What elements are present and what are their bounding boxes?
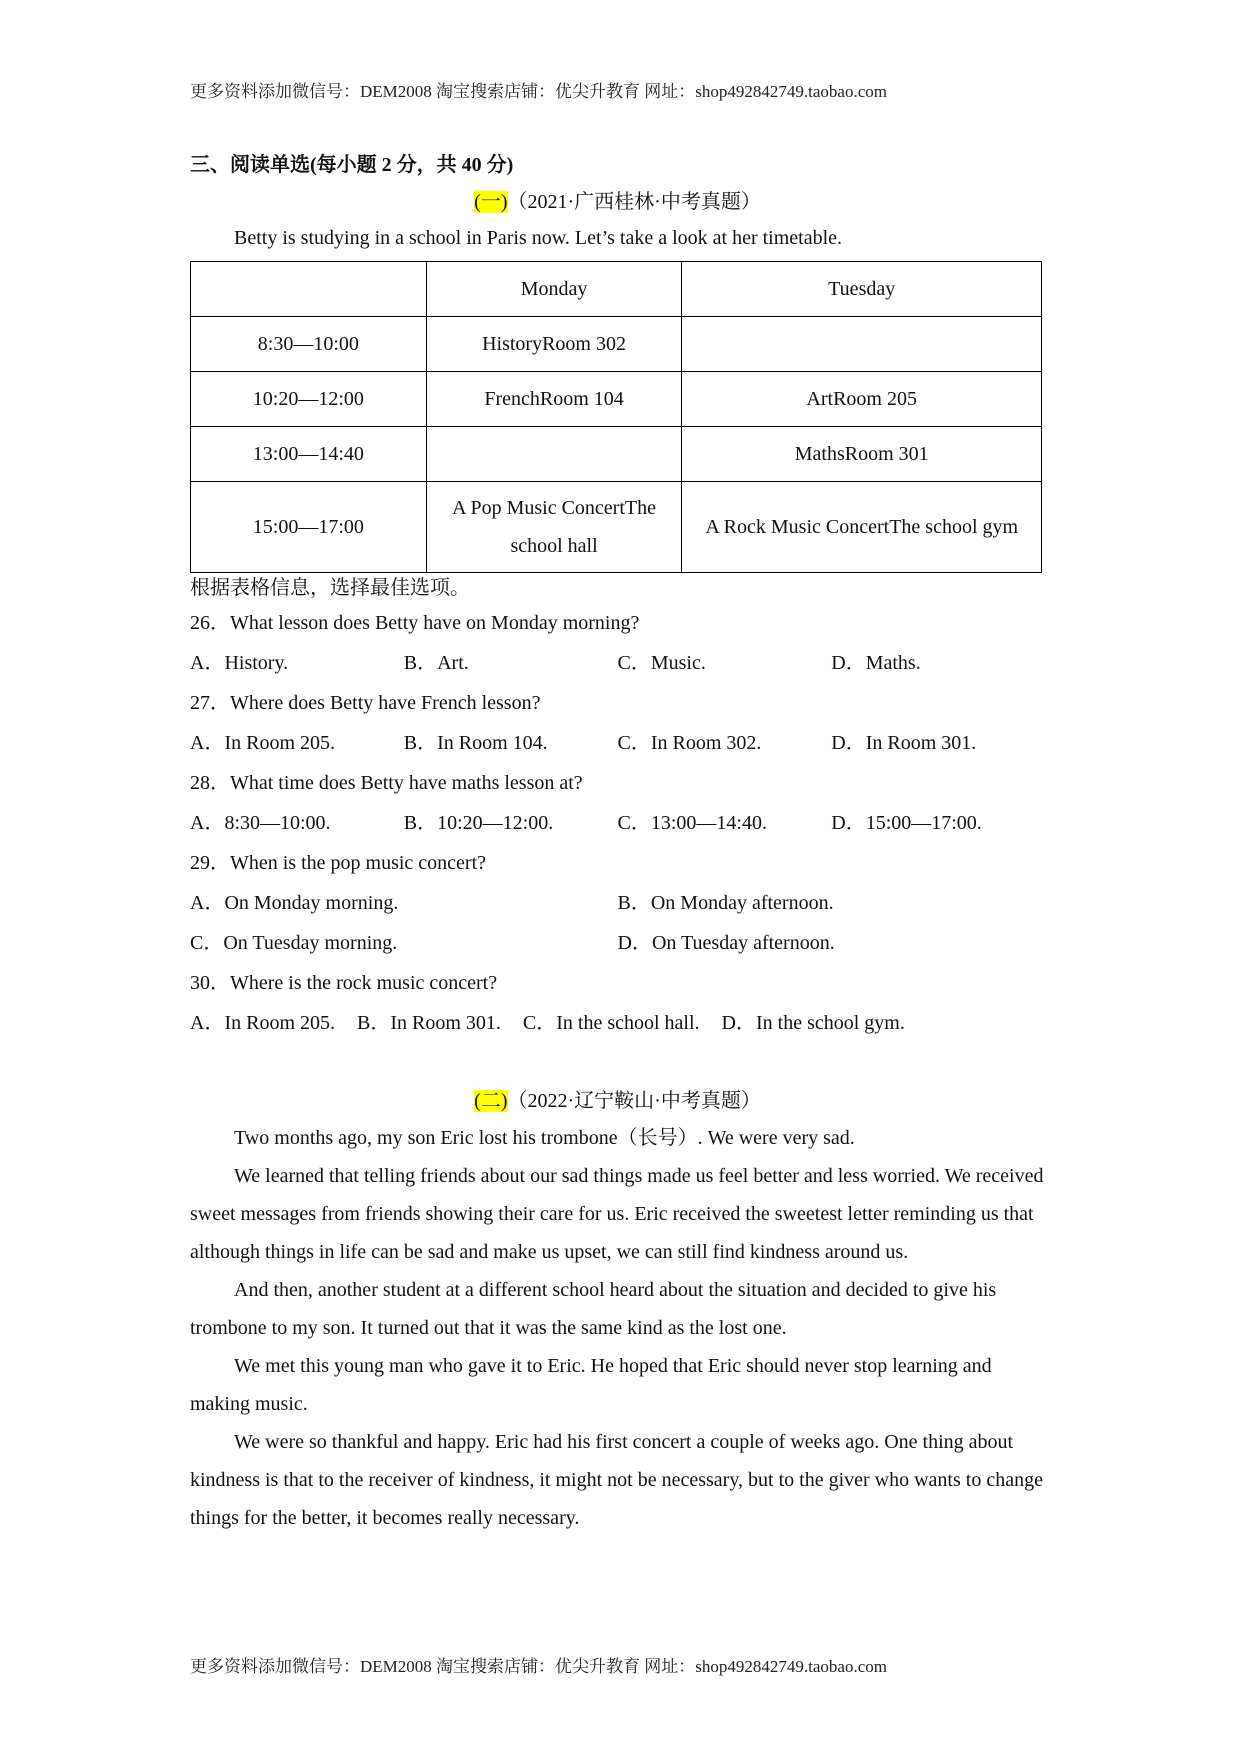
question-28-options (190, 803, 1045, 843)
question-29-options-row1 (190, 883, 1045, 923)
option: C．Music. (617, 652, 706, 674)
timetable-row (191, 482, 1042, 573)
timetable-cell: 8:30—10:00 (191, 317, 427, 372)
option: D．In Room 301. (831, 732, 977, 754)
question-27-options (190, 723, 1045, 763)
timetable-cell: A Pop Music ConcertThe school hall (426, 482, 682, 573)
question-27: 27．Where does Betty have French lesson? (190, 692, 541, 714)
passage1-mark: (一) (474, 191, 508, 213)
timetable-header-cell (191, 262, 427, 317)
passage2-paragraph: Two months ago, my son Eric lost his trombone（长号）. We were very sad. (234, 1127, 855, 1149)
passage2-paragraph: And then, another student at a different school heard about the situation and decided to give his trombone to my son. It turned out that it was the same kind as the lost one. (190, 1279, 997, 1339)
option: B．In Room 301. (357, 1012, 501, 1034)
option: A．8:30—10:00. (190, 812, 331, 834)
question-29-options-row2 (190, 923, 1045, 963)
passage2-paragraph: We learned that telling friends about our sad things made us feel better and less worried. We received sweet messages from friends showing their care for us. Eric received the sweetest letter reminding us that although things in life can be sad and make us upset, we can still find kindness around us. (190, 1165, 1044, 1263)
timetable-cell: A Rock Music ConcertThe school gym (682, 482, 1042, 573)
timetable-cell (426, 427, 682, 482)
option: D．15:00—17:00. (831, 812, 982, 834)
question-29: 29．When is the pop music concert? (190, 852, 487, 874)
timetable-cell: ArtRoom 205 (682, 372, 1042, 427)
timetable-header-row (191, 262, 1042, 317)
timetable-cell: 13:00—14:40 (191, 427, 427, 482)
passage2-paragraph: We were so thankful and happy. Eric had his first concert a couple of weeks ago. One thing about kindness is that to the receiver of kindness, it might not be necessary, but to the giver who wants to change things for the better, it becomes really necessary. (190, 1431, 1043, 1529)
timetable-cell: FrenchRoom 104 (426, 372, 682, 427)
timetable-cell: 15:00—17:00 (191, 482, 427, 573)
page-header: 更多资料添加微信号：DEM2008 淘宝搜索店铺：优尖升教育 网址：shop492842749.taobao.com (190, 82, 887, 101)
option: A．On Monday morning. (190, 892, 399, 914)
option: A．In Room 205. (190, 732, 335, 754)
passage2-mark: (二) (474, 1090, 508, 1112)
option: D．In the school gym. (721, 1012, 905, 1034)
question-30: 30．Where is the rock music concert? (190, 972, 498, 994)
option: C．In Room 302. (617, 732, 762, 754)
option: C．13:00—14:40. (617, 812, 767, 834)
passage2-paragraph: We met this young man who gave it to Eric. He hoped that Eric should never stop learning and making music. (190, 1355, 992, 1415)
main-content (190, 145, 1045, 1537)
option: A．In Room 205. (190, 1012, 335, 1034)
timetable-cell: 10:20—12:00 (191, 372, 427, 427)
passage2-source: （2022·辽宁鞍山·中考真题） (507, 1090, 761, 1112)
timetable-cell: HistoryRoom 302 (426, 317, 682, 372)
option: D．Maths. (831, 652, 921, 674)
timetable-header-cell: Tuesday (682, 262, 1042, 317)
timetable-cell: MathsRoom 301 (682, 427, 1042, 482)
question-26-options (190, 643, 1045, 683)
question-30-options (190, 1003, 1045, 1043)
option: B．Art. (403, 652, 469, 674)
page-footer: 更多资料添加微信号：DEM2008 淘宝搜索店铺：优尖升教育 网址：shop492842749.taobao.com (190, 1657, 887, 1676)
option: C．In the school hall. (522, 1012, 700, 1034)
option: B．On Monday afternoon. (617, 892, 834, 914)
timetable-header-cell: Monday (426, 262, 682, 317)
option: B．In Room 104. (403, 732, 548, 754)
instruction-text: 根据表格信息，选择最佳选项。 (190, 577, 470, 599)
timetable-cell (682, 317, 1042, 372)
option: D．On Tuesday afternoon. (617, 932, 835, 954)
question-28: 28．What time does Betty have maths lesson at? (190, 772, 583, 794)
timetable-row (191, 427, 1042, 482)
timetable-row (191, 372, 1042, 427)
option: B．10:20—12:00. (403, 812, 554, 834)
question-26: 26．What lesson does Betty have on Monday morning? (190, 612, 640, 634)
passage1-heading (190, 185, 1045, 219)
timetable-row (191, 317, 1042, 372)
option: C．On Tuesday morning. (190, 932, 398, 954)
option: A．History. (190, 652, 289, 674)
passage1-intro: Betty is studying in a school in Paris now. Let’s take a look at her timetable. (234, 227, 843, 249)
passage1-source: （2021·广西桂林·中考真题） (507, 191, 761, 213)
timetable (190, 261, 1042, 573)
passage2-heading (190, 1083, 1045, 1119)
section-title: 三、阅读单选(每小题 2 分，共 40 分) (190, 154, 514, 176)
